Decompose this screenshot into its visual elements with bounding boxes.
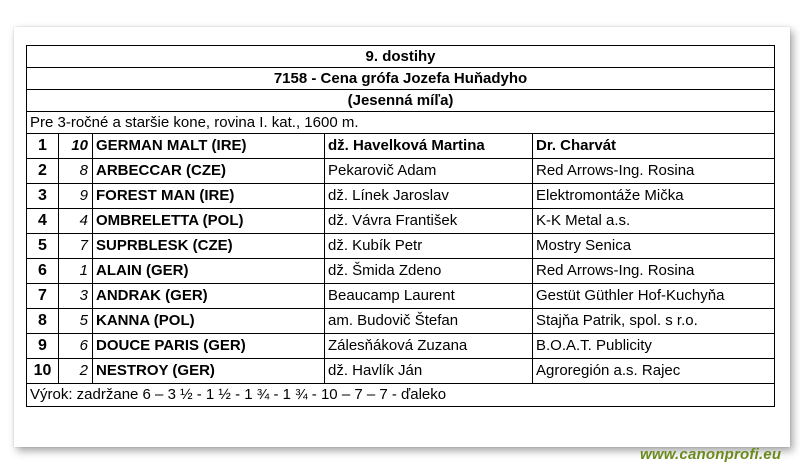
race-margins: Výrok: zadržane 6 – 3 ½ - 1 ½ - 1 ¾ - 1 ¾ - 10 – 7 – 7 - ďaleko xyxy=(27,384,775,407)
race-title-row xyxy=(27,68,775,90)
result-row xyxy=(27,334,775,359)
result-horse: ANDRAK (GER) xyxy=(93,284,325,309)
result-start-number: 2 xyxy=(59,359,93,384)
result-row xyxy=(27,134,775,159)
result-horse: NESTROY (GER) xyxy=(93,359,325,384)
result-jockey: dž. Šmida Zdeno xyxy=(325,259,533,284)
result-row xyxy=(27,184,775,209)
result-horse: DOUCE PARIS (GER) xyxy=(93,334,325,359)
result-jockey: dž. Kubík Petr xyxy=(325,234,533,259)
result-start-number: 9 xyxy=(59,184,93,209)
result-start-number: 7 xyxy=(59,234,93,259)
result-owner: Red Arrows-Ing. Rosina xyxy=(533,159,775,184)
result-owner: Mostry Senica xyxy=(533,234,775,259)
result-horse: ALAIN (GER) xyxy=(93,259,325,284)
result-jockey: dž. Havlík Ján xyxy=(325,359,533,384)
result-place: 1 xyxy=(27,134,59,159)
result-start-number: 5 xyxy=(59,309,93,334)
result-horse: ARBECCAR (CZE) xyxy=(93,159,325,184)
result-place: 8 xyxy=(27,309,59,334)
result-place: 9 xyxy=(27,334,59,359)
result-place: 6 xyxy=(27,259,59,284)
watermark-text: www.canonprofi.eu xyxy=(640,446,782,463)
result-owner: Stajňa Patrik, spol. s r.o. xyxy=(533,309,775,334)
result-place: 3 xyxy=(27,184,59,209)
result-jockey: dž. Línek Jaroslav xyxy=(325,184,533,209)
result-start-number: 4 xyxy=(59,209,93,234)
result-row xyxy=(27,359,775,384)
result-row xyxy=(27,309,775,334)
result-place: 4 xyxy=(27,209,59,234)
result-horse: GERMAN MALT (IRE) xyxy=(93,134,325,159)
result-place: 7 xyxy=(27,284,59,309)
result-owner: K-K Metal a.s. xyxy=(533,209,775,234)
result-owner: Elektromontáže Mička xyxy=(533,184,775,209)
result-place: 2 xyxy=(27,159,59,184)
race-subtitle: (Jesenná míľa) xyxy=(27,90,775,112)
result-owner: Dr. Charvát xyxy=(533,134,775,159)
result-row xyxy=(27,209,775,234)
result-jockey: Beaucamp Laurent xyxy=(325,284,533,309)
margins-row xyxy=(27,384,775,407)
result-horse: SUPRBLESK (CZE) xyxy=(93,234,325,259)
result-horse: OMBRELETTA (POL) xyxy=(93,209,325,234)
result-jockey: dž. Havelková Martina xyxy=(325,134,533,159)
result-owner: Agroregión a.s. Rajec xyxy=(533,359,775,384)
race-heading-row xyxy=(27,46,775,68)
results-sheet xyxy=(14,27,790,447)
result-row xyxy=(27,159,775,184)
result-start-number: 1 xyxy=(59,259,93,284)
result-horse: FOREST MAN (IRE) xyxy=(93,184,325,209)
result-jockey: Zálesňáková Zuzana xyxy=(325,334,533,359)
result-jockey: dž. Vávra František xyxy=(325,209,533,234)
result-horse: KANNA (POL) xyxy=(93,309,325,334)
result-jockey: am. Budovič Štefan xyxy=(325,309,533,334)
result-row xyxy=(27,259,775,284)
result-start-number: 8 xyxy=(59,159,93,184)
race-title: 7158 - Cena grófa Jozefa Huňadyho xyxy=(27,68,775,90)
result-start-number: 3 xyxy=(59,284,93,309)
race-conditions-row xyxy=(27,112,775,134)
race-subtitle-row xyxy=(27,90,775,112)
race-results-table xyxy=(26,45,775,407)
result-owner: B.O.A.T. Publicity xyxy=(533,334,775,359)
race-conditions: Pre 3-ročné a staršie kone, rovina I. kat., 1600 m. xyxy=(27,112,775,134)
result-place: 10 xyxy=(27,359,59,384)
race-heading: 9. dostihy xyxy=(27,46,775,68)
result-owner: Gestüt Güthler Hof-Kuchyňa xyxy=(533,284,775,309)
result-jockey: Pekarovič Adam xyxy=(325,159,533,184)
result-start-number: 10 xyxy=(59,134,93,159)
result-start-number: 6 xyxy=(59,334,93,359)
result-owner: Red Arrows-Ing. Rosina xyxy=(533,259,775,284)
result-row xyxy=(27,284,775,309)
result-place: 5 xyxy=(27,234,59,259)
result-row xyxy=(27,234,775,259)
